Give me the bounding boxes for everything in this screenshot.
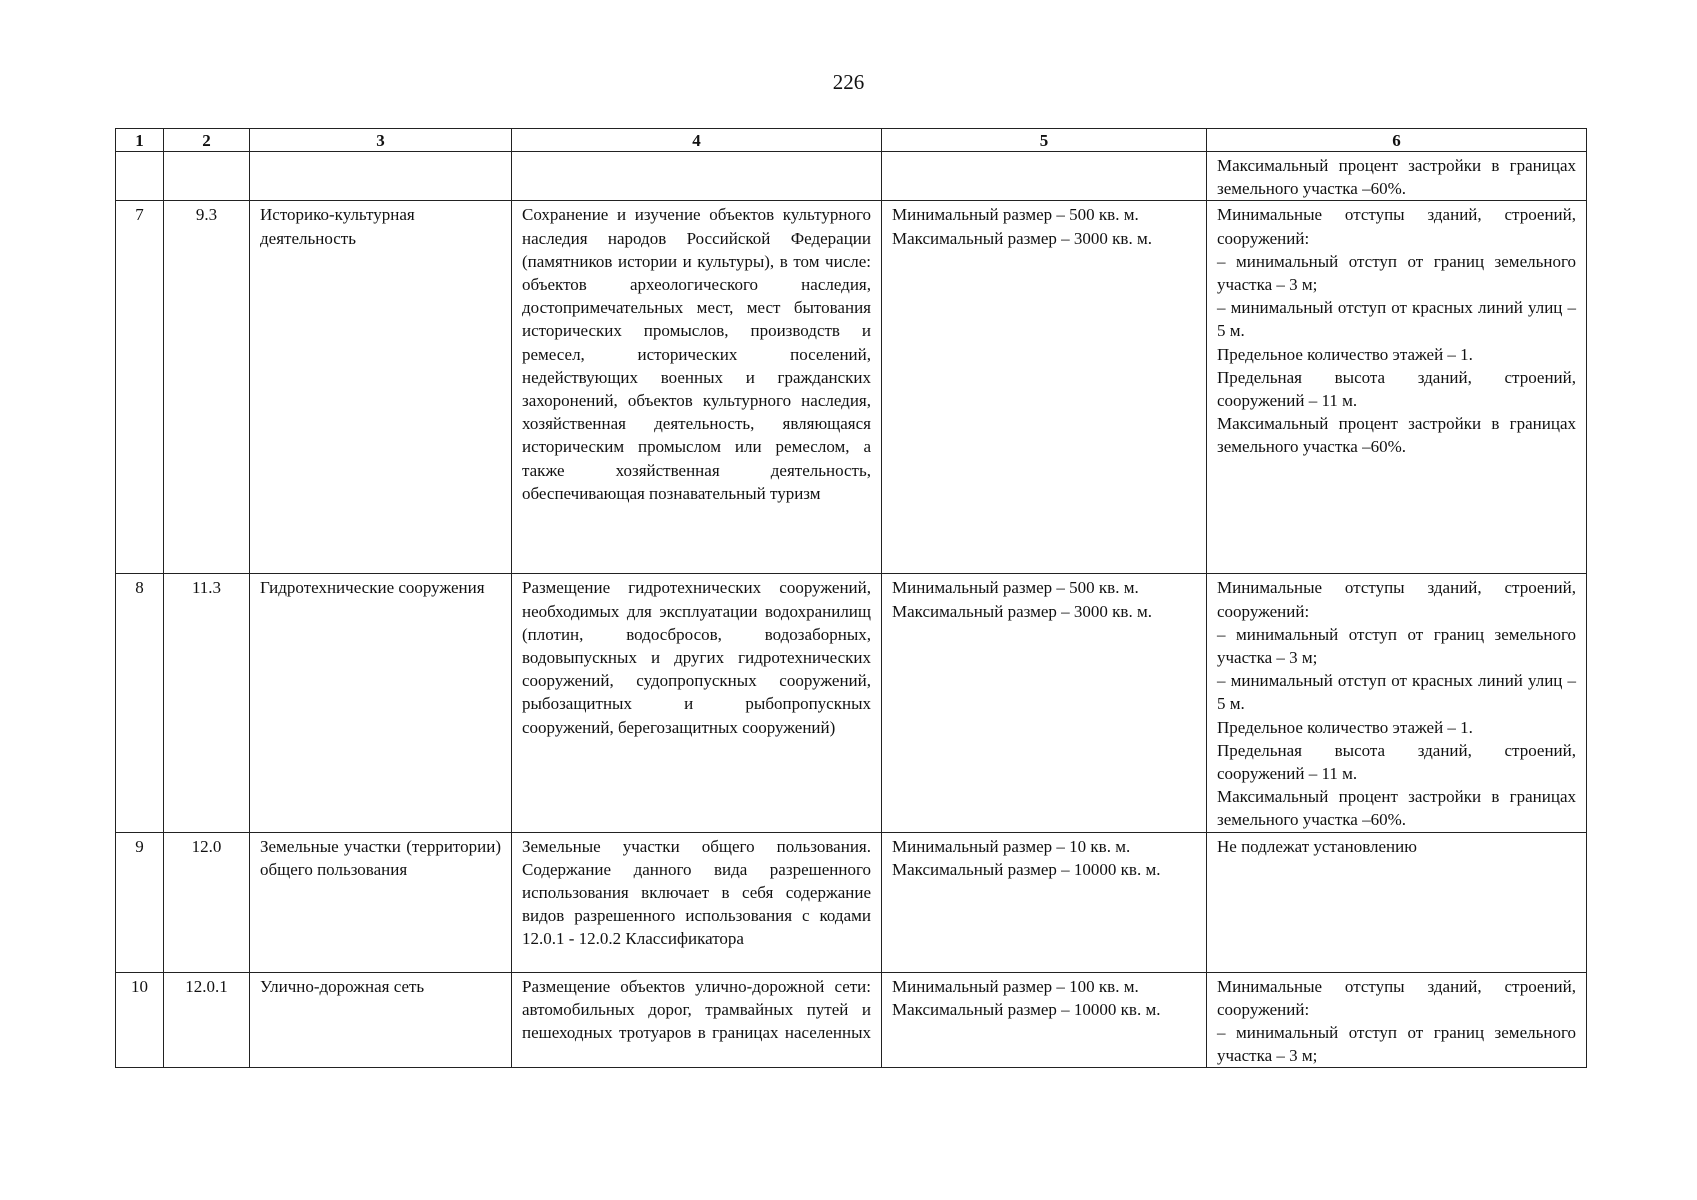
row-number: 10	[116, 972, 164, 1068]
row-name: Улично-дорожная сеть	[250, 972, 512, 1068]
row-description: Земельные участки общего пользования. Содержание данного вида разрешенного использования включает в себя содержание видов разрешенного использования с кодами 12.0.1 - 12.0.2 Классификатора	[512, 832, 882, 972]
size-line: Максимальный размер – 10000 кв. м.	[892, 859, 1161, 879]
params-line: – минимальный отступ от границ земельного участка – 3 м;	[1217, 251, 1576, 295]
size-line: Максимальный размер – 3000 кв. м.	[892, 601, 1152, 621]
row-sizes	[882, 201, 1207, 574]
table-header-row	[116, 129, 1587, 152]
row-number: 7	[116, 201, 164, 574]
row-sizes	[882, 574, 1207, 832]
table-row	[116, 201, 1587, 574]
page-number: 226	[832, 70, 865, 94]
params-line: Предельная высота зданий, строений, сооружений – 11 м.	[1217, 367, 1576, 411]
table-row-continuation	[116, 152, 1587, 201]
regulations-table	[115, 128, 1587, 1068]
row-code: 12.0.1	[164, 972, 250, 1068]
table-cell	[116, 152, 164, 201]
size-line: Максимальный размер – 3000 кв. м.	[892, 228, 1152, 248]
row-description: Сохранение и изучение объектов культурного наследия народов Российской Федерации (памятников истории и культуры), в том числе: объектов археологического наследия, достопримечательных мест, мест бытования исторических промыслов, производств и ремесел, исторических поселений, недействующих военных и гражданских захоронений, объектов культурного наследия, хозяйственная деятельность, являющаяся историческим промыслом или ремеслом, а также хозяйственная деятельность, обеспечивающая познавательный туризм	[512, 201, 882, 574]
table-cell	[512, 152, 882, 201]
column-header: 4	[512, 129, 882, 152]
params-line: Не подлежат установлению	[1217, 836, 1417, 856]
column-header: 3	[250, 129, 512, 152]
params-line: Предельное количество этажей – 1.	[1217, 344, 1473, 364]
row-number: 8	[116, 574, 164, 832]
column-header: 2	[164, 129, 250, 152]
params-line: Минимальные отступы зданий, строений, сооружений:	[1217, 976, 1576, 1019]
size-line: Минимальный размер – 500 кв. м.	[892, 205, 1139, 225]
params-line: – минимальный отступ от границ земельного участка – 3 м;	[1217, 624, 1576, 668]
row-number: 9	[116, 832, 164, 972]
table-cell	[164, 152, 250, 201]
size-line: Минимальный размер – 500 кв. м.	[892, 578, 1139, 598]
params-cell	[1207, 152, 1587, 201]
row-description: Размещение гидротехнических сооружений, необходимых для эксплуатации водохранилищ (плотин, водосбросов, водозаборных, водовыпускных и других гидротехнических сооружений, судопропускных сооружений, рыбозащитных и рыбопропускных сооружений, берегозащитных сооружений)	[512, 574, 882, 832]
row-code: 9.3	[164, 201, 250, 574]
table-row	[116, 832, 1587, 972]
params-line: Максимальный процент застройки в границах земельного участка –60%.	[1217, 414, 1576, 457]
column-header: 5	[882, 129, 1207, 152]
table-row	[116, 574, 1587, 832]
params-line: Предельное количество этажей – 1.	[1217, 717, 1473, 737]
row-code: 12.0	[164, 832, 250, 972]
row-code: 11.3	[164, 574, 250, 832]
table-cell	[882, 152, 1207, 201]
row-params	[1207, 972, 1587, 1068]
column-header: 1	[116, 129, 164, 152]
size-line: Минимальный размер – 100 кв. м.	[892, 976, 1139, 996]
params-line: Максимальный процент застройки в границах земельного участка –60%.	[1217, 787, 1576, 830]
row-sizes	[882, 972, 1207, 1068]
table-row	[116, 972, 1587, 1068]
params-line: – минимальный отступ от границ земельного участка – 3 м;	[1217, 1023, 1576, 1066]
params-line: – минимальный отступ от красных линий улиц – 5 м.	[1217, 298, 1576, 341]
params-line: Предельная высота зданий, строений, сооружений – 11 м.	[1217, 740, 1576, 784]
column-header: 6	[1207, 129, 1587, 152]
size-line: Минимальный размер – 10 кв. м.	[892, 836, 1131, 856]
params-line: Максимальный процент застройки в границах земельного участка –60%.	[1217, 156, 1576, 199]
params-line: Минимальные отступы зданий, строений, сооружений:	[1217, 205, 1576, 248]
row-sizes	[882, 832, 1207, 972]
params-line: – минимальный отступ от красных линий улиц – 5 м.	[1217, 671, 1576, 714]
row-params	[1207, 574, 1587, 832]
params-line: Минимальные отступы зданий, строений, сооружений:	[1217, 578, 1576, 621]
row-name: Гидротехнические сооружения	[250, 574, 512, 832]
row-description: Размещение объектов улично-дорожной сети: автомобильных дорог, трамвайных путей и пешеходных тротуаров в границах населенных	[512, 972, 882, 1068]
row-params	[1207, 832, 1587, 972]
size-line: Максимальный размер – 10000 кв. м.	[892, 999, 1161, 1019]
row-name: Историко-культурная деятельность	[250, 201, 512, 574]
row-params	[1207, 201, 1587, 574]
table-cell	[250, 152, 512, 201]
row-name: Земельные участки (территории) общего пользования	[250, 832, 512, 972]
